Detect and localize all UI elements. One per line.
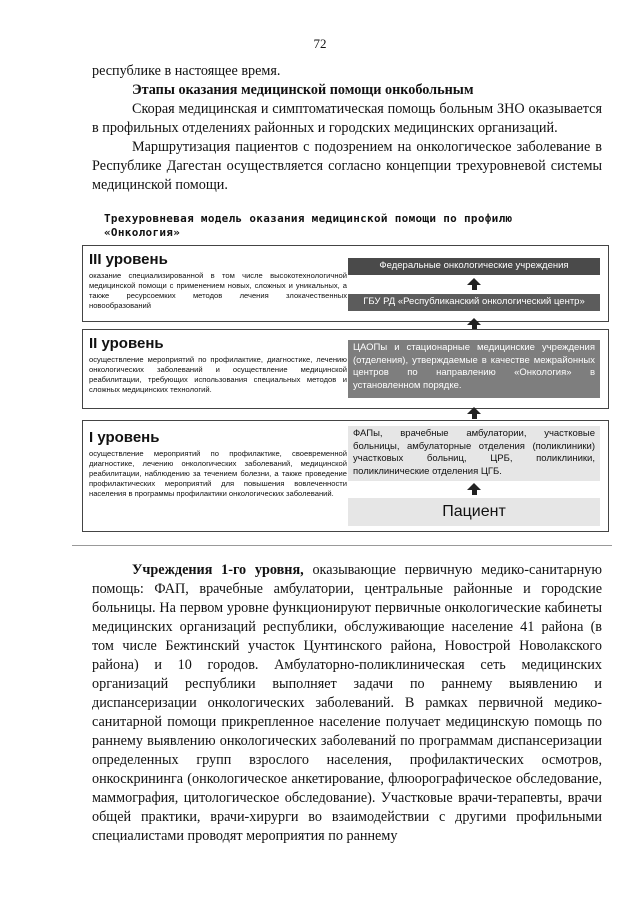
section-heading: Этапы оказания медицинской помощи онкобольным xyxy=(132,82,474,98)
level-1-lead: Учреждения 1-го уровня, xyxy=(132,562,304,578)
figure-title: Трехуровневая модель оказания медицинской помощи по профилю «Онкология» xyxy=(104,212,513,239)
level-1-title: I уровень xyxy=(89,429,160,446)
caop-centers-box: ЦАОПы и стационарные медицинские учреждения (отделения), утверждаемые в качестве межрайонных центров по направлению «Онкология» в установленном порядке. xyxy=(348,340,600,398)
paragraph-emergency-care: Скорая медицинская и симптоматическая помощь больным ЗНО оказывается в профильных отделениях районных и городских медицинских организаций. xyxy=(92,101,602,136)
level-2-box xyxy=(82,329,609,409)
level-1-box xyxy=(82,420,609,532)
level-1-institutions-text xyxy=(92,561,602,846)
level-1-description: осуществление мероприятий по профилактике, своевременной диагностике, лечению онкологических заболеваний, медицинской реабилитации, наблюдению за течением болезни, а также проведение профилактических мероприятий для повышения вовлеченности населения в программы профилактики онкологических заболеваний. xyxy=(89,449,347,498)
paragraph-routing: Маршрутизация пациентов с подозрением на онкологическое заболевание в Республике Дагестан осуществляется согласно концепции трехуровневой системы медицинской помощи. xyxy=(92,139,602,193)
level-3-description: оказание специализированной в том числе высокотехнологичной медицинской помощи с применением новых, сложных и уникальных, а также ресурсоемких методов лечения злокачественных новообразований xyxy=(89,271,347,310)
level-3-box xyxy=(82,245,609,322)
level-2-title: II уровень xyxy=(89,335,164,352)
patient-box: Пациент xyxy=(348,498,600,526)
level-2-description: осуществление мероприятий по профилактике, диагностике, лечению онкологических заболеваний и осуществление медицинской реабилитации, требующих использования специальных методов и сложных медицинских технологий. xyxy=(89,355,347,394)
primary-care-institutions-box: ФАПы, врачебные амбулатории, участковые больницы, амбулаторные отделения (поликлиники) участковых больниц, ЦРБ, поликлиники, поликлинические отделения ЦГБ. xyxy=(348,426,600,481)
intro-text xyxy=(92,62,602,195)
federal-institutions-box: Федеральные онкологические учреждения xyxy=(348,258,600,275)
level-1-paragraph: оказывающие первичную медико-санитарную помощь: ФАП, врачебные амбулатории, центральные районные и городские больницы. На первом уровне функционируют первичные онкологические кабинеты медицинских организаций республики, обслуживающие население 41 района (в том числе Бежтинский участок Цунтинского района, Новострой Новолакского района) и 10 городов. Амбулаторно-поликлиническая сеть медицинских организаций республики выполняет задачи по раннему выявлению и диспансеризации онкологических заболеваний. В рамках первичной медико-санитарной помощи прикрепленное население получает медицинскую помощь по раннему выявлению онкологических заболеваний по программам диспансеризации определенных групп взрослого населения, профилактических осмотров, онкоскрининга (онкологическое анкетирование, флюорографическое обследование, маммография, цитологическое обследование). Участковые врачи-терапевты, врачи общей практики, врачи-хирурги во взаимодействии с другими профильными специалистами проводят мероприятия по раннему xyxy=(92,562,603,844)
level-3-title: III уровень xyxy=(89,251,168,268)
republican-oncology-center-box: ГБУ РД «Республиканский онкологический центр» xyxy=(348,294,600,311)
divider xyxy=(72,545,612,546)
continuation-line: республике в настоящее время. xyxy=(92,63,281,79)
page-number: 72 xyxy=(313,36,327,51)
